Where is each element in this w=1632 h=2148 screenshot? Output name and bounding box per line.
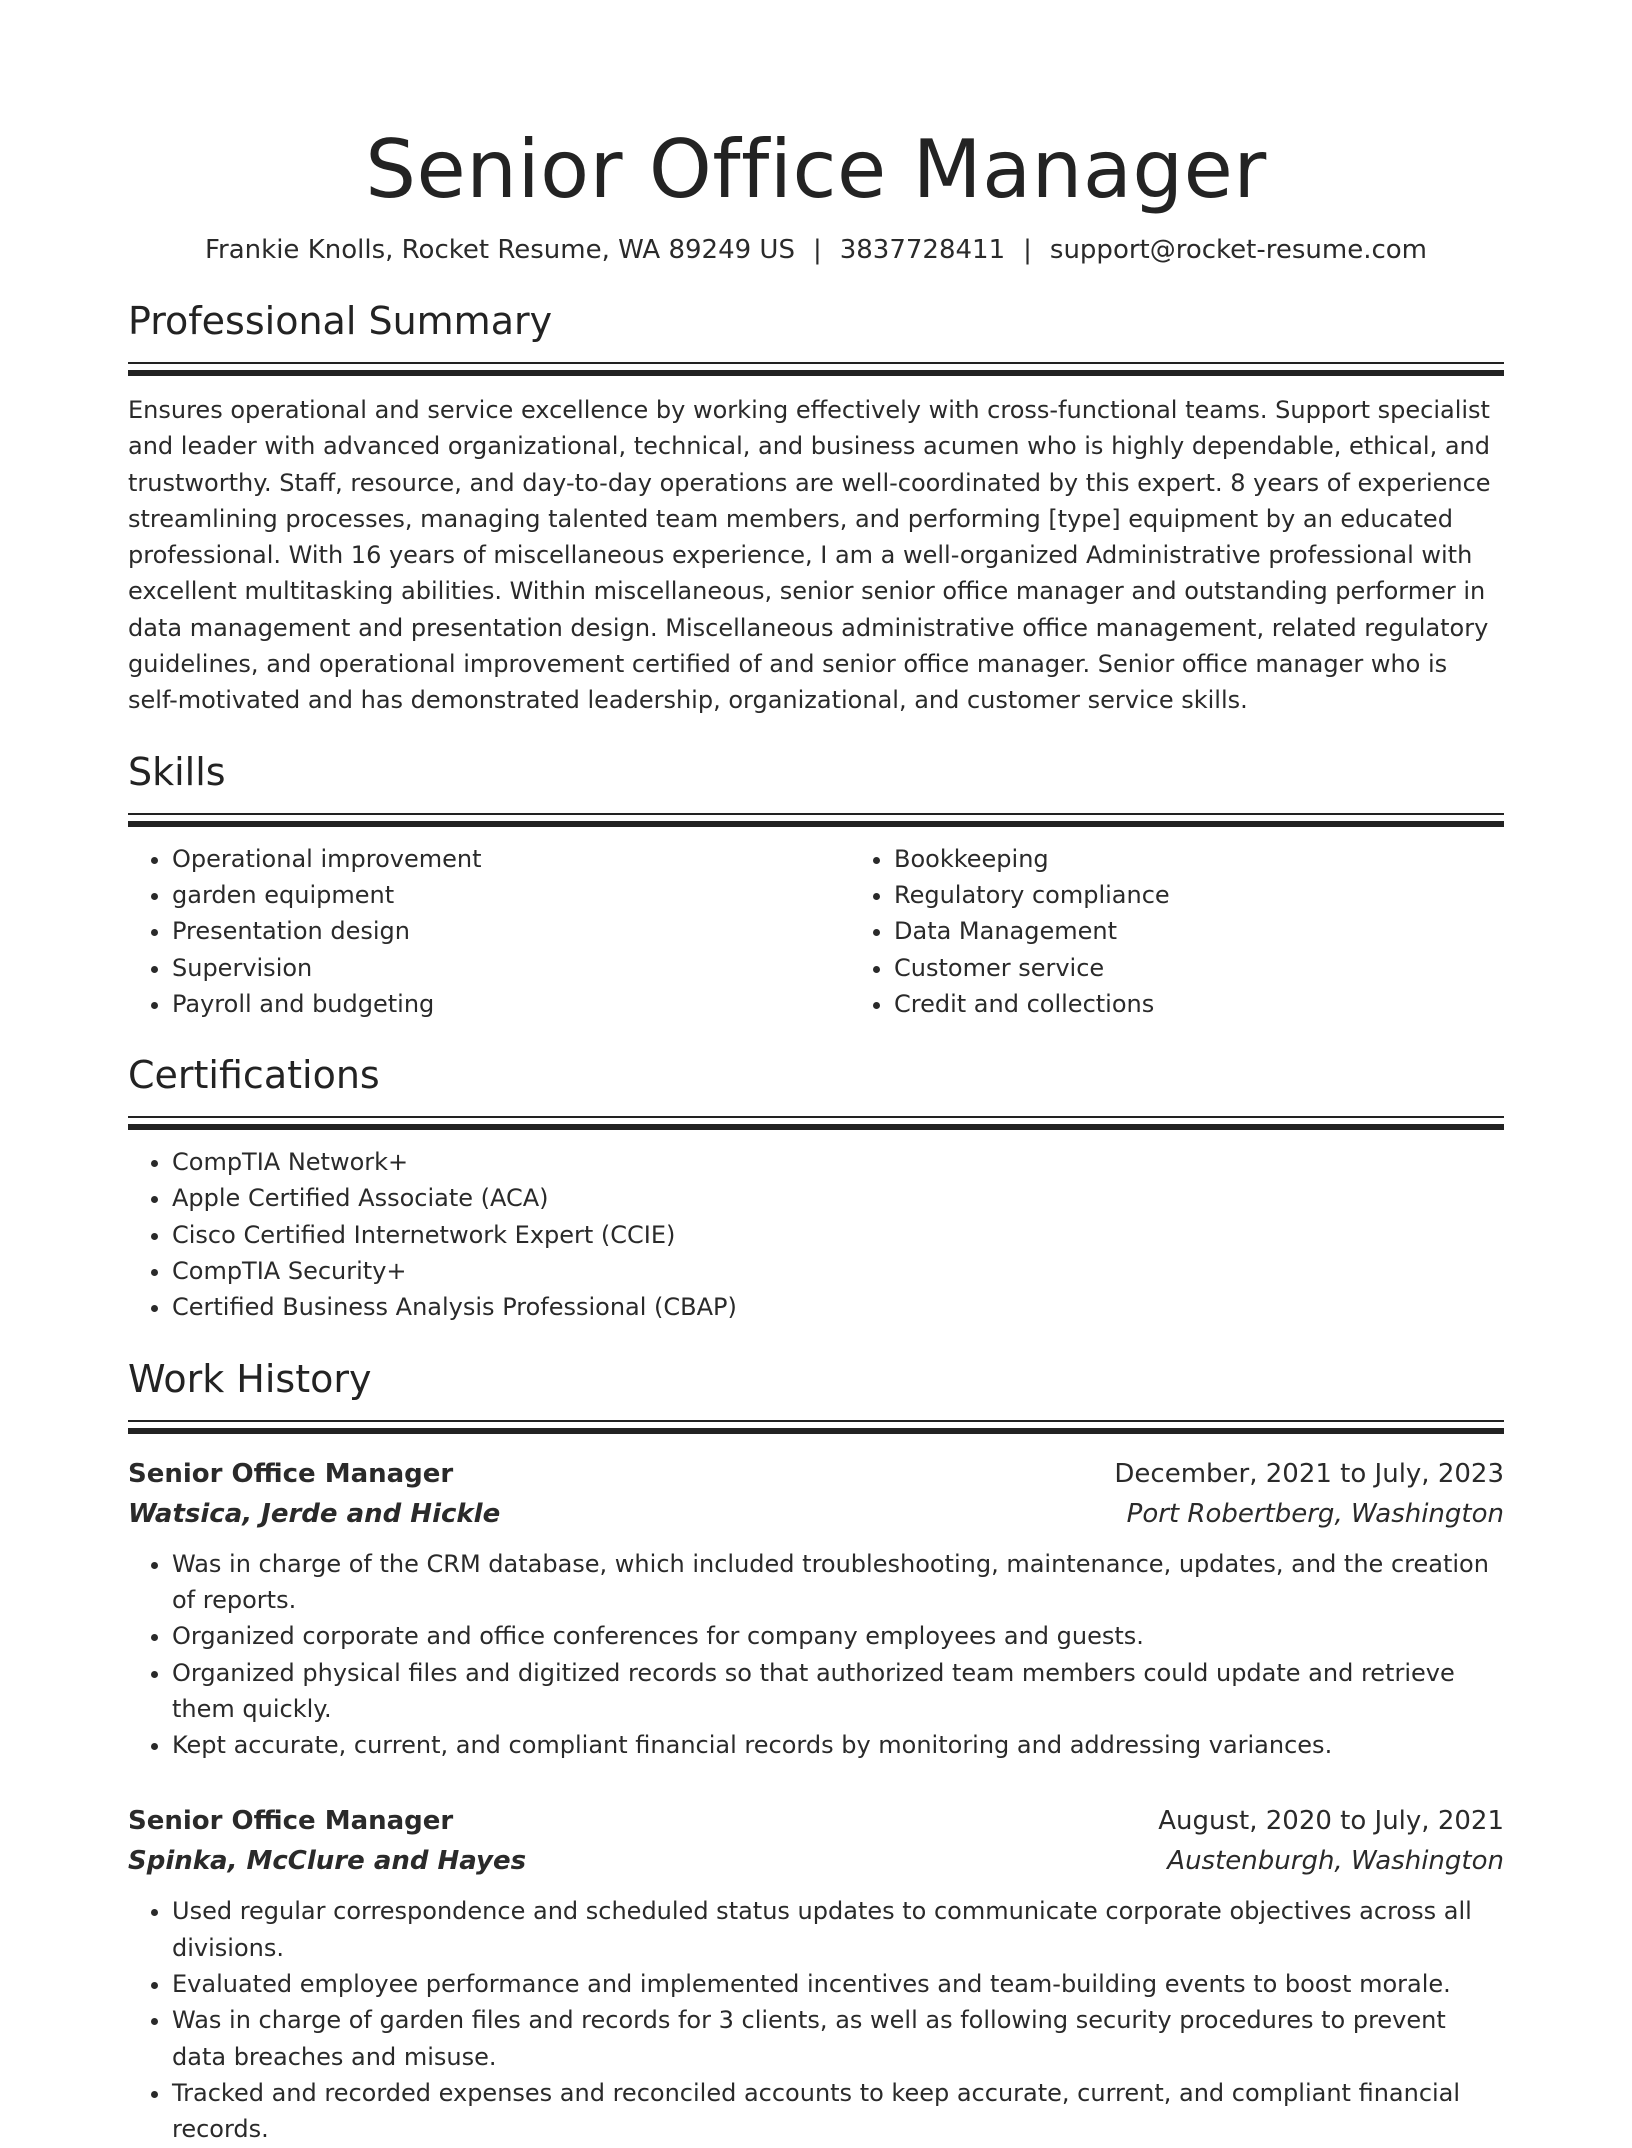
certification-item: • Cisco Certified Internetwork Expert (CCIE) — [172, 1217, 1504, 1253]
job-duty-item: • Tracked and recorded expenses and reconciled accounts to keep accurate, current, and compliant financial records. — [172, 2075, 1504, 2148]
resume-page — [128, 0, 1504, 2148]
contact-separator: | — [812, 235, 822, 265]
section-divider — [128, 813, 1504, 815]
job-company: Watsica, Jerde and Hickle — [128, 1498, 501, 1529]
skill-item: • Supervision — [172, 950, 850, 986]
section-heading-skills: Skills — [128, 749, 226, 794]
section-heading-work-history: Work History — [128, 1356, 372, 1401]
section-heading-certifications: Certifications — [128, 1053, 380, 1098]
job-dates: August, 2020 to July, 2021 — [1158, 1806, 1504, 1837]
job-header-row — [128, 1454, 1504, 1494]
contact-line — [128, 232, 1504, 268]
job-duty-item: • Organized physical files and digitized records so that authorized team members could update and retrieve them quickly. — [172, 1655, 1504, 1728]
skill-item: • Payroll and budgeting — [172, 986, 850, 1022]
skill-item: • Data Management — [894, 913, 1572, 949]
section-divider — [128, 821, 1504, 827]
job-duty-item: • Was in charge of the CRM database, which included troubleshooting, maintenance, updates, and the creation of reports. — [172, 1546, 1504, 1619]
job-company-row — [128, 1841, 1504, 1881]
job-duty-item: • Was in charge of garden files and records for 3 clients, as well as following security procedures to prevent data breaches and misuse. — [172, 2002, 1504, 2075]
job-entry — [128, 1454, 1504, 1764]
job-title: Senior Office Manager — [128, 1806, 454, 1837]
certification-item: • CompTIA Security+ — [172, 1253, 1504, 1289]
job-dates: December, 2021 to July, 2023 — [1114, 1458, 1504, 1489]
skill-item: • Operational improvement — [172, 841, 850, 877]
job-duties-list — [128, 1893, 1504, 2147]
job-duty-item: • Organized corporate and office conferences for company employees and guests. — [172, 1618, 1504, 1654]
certification-item: • Apple Certified Associate (ACA) — [172, 1180, 1504, 1216]
contact-separator: | — [1023, 235, 1032, 265]
skills-list-right — [850, 841, 1572, 1022]
section-divider — [128, 1420, 1504, 1422]
section-divider — [128, 370, 1504, 376]
contact-address: Frankie Knolls, Rocket Resume, WA 89249 US — [204, 235, 795, 265]
section-divider — [128, 1124, 1504, 1130]
skill-item: • garden equipment — [172, 877, 850, 913]
skills-grid — [128, 841, 1504, 1022]
section-heading-summary: Professional Summary — [128, 299, 553, 343]
skill-item: • Bookkeeping — [894, 841, 1572, 877]
summary-text: Ensures operational and service excellence by working effectively with cross-functional teams. Support specialist and leader with advanced organizational, technical, and business acumen who is highly dependable, ethical, and trustworthy. Staff, resource, and day-to-day operations are well-coordinated by this expert. 8 years of experience streamlining processes, managing talented team members, and performing [type] equipment by an educated professional. With 16 years of miscellaneous experience, I am a well-organized Administrative professional with excellent multitasking abilities. Within miscellaneous, senior senior office manager and outstanding performer in data management and presentation design. Miscellaneous administrative office management, related regulatory guidelines, and operational improvement certified of and senior office manager. Senior office manager who is self-motivated and has demonstrated leadership, organizational, and customer service skills. — [128, 396, 1491, 715]
certification-item: • CompTIA Network+ — [172, 1144, 1504, 1180]
skills-section — [128, 747, 1504, 1022]
job-duties-list — [128, 1546, 1504, 1764]
skill-item: • Credit and collections — [894, 986, 1572, 1022]
job-entry — [128, 1801, 1504, 2147]
skills-list-left — [128, 841, 850, 1022]
job-title: Senior Office Manager — [128, 1458, 454, 1489]
certifications-section — [128, 1050, 1504, 1325]
summary-section — [128, 296, 1504, 719]
skill-item: • Presentation design — [172, 913, 850, 949]
job-company: Spinka, McClure and Hayes — [128, 1846, 527, 1877]
contact-email: support@rocket-resume.com — [1049, 235, 1428, 265]
job-company-row — [128, 1494, 1504, 1534]
job-duty-item: • Evaluated employee performance and implemented incentives and team-building events to boost morale. — [172, 1966, 1504, 2002]
section-divider — [128, 362, 1504, 364]
job-location: Austenburgh, Washington — [1167, 1846, 1504, 1877]
resume-title: Senior Office Manager — [365, 123, 1267, 216]
job-location: Port Robertberg, Washington — [1126, 1498, 1504, 1529]
section-divider — [128, 1428, 1504, 1434]
skill-item: • Regulatory compliance — [894, 877, 1572, 913]
section-divider — [128, 1116, 1504, 1118]
job-header-row — [128, 1801, 1504, 1841]
certification-item: • Certified Business Analysis Professional (CBAP) — [172, 1289, 1504, 1325]
job-duty-item: • Used regular correspondence and scheduled status updates to communicate corporate objectives across all divisions. — [172, 1893, 1504, 1966]
contact-phone: 3837728411 — [839, 235, 1006, 265]
job-duty-item: • Kept accurate, current, and compliant financial records by monitoring and addressing variances. — [172, 1727, 1504, 1763]
work-history-section — [128, 1354, 1504, 2148]
certifications-list — [128, 1144, 1504, 1325]
skill-item: • Customer service — [894, 950, 1572, 986]
